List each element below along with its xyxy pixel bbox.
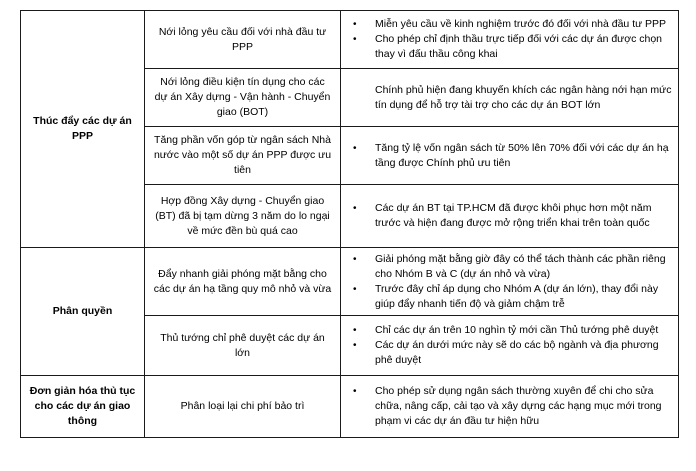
measure-text: Hợp đồng Xây dựng - Chuyển giao (BT) đã bị tạm dừng 3 năm do lo ngại về mức đền bù quá cao bbox=[155, 194, 330, 237]
category-label: Đơn giản hóa thủ tục cho các dự án giao thông bbox=[29, 385, 136, 427]
measure-text: Nới lỏng điều kiện tín dụng cho các dự án Xây dựng - Vận hành - Chuyển giao (BOT) bbox=[154, 76, 331, 118]
measure-text: Thủ tướng chỉ phê duyệt các dự án lớn bbox=[160, 331, 325, 359]
measure-text: Phân loại lại chi phí bảo trì bbox=[180, 400, 305, 412]
details-list bbox=[341, 252, 672, 312]
list-item: • Các dự án BT tại TP.HCM đã được khôi phục hơn một năm trước và hiện đang được mở rộng triển khai trên toàn quốc bbox=[353, 202, 652, 229]
details-cell bbox=[341, 185, 679, 248]
details-list bbox=[341, 141, 672, 171]
category-cell bbox=[21, 376, 145, 438]
details-cell bbox=[341, 127, 679, 185]
category-label: Phân quyền bbox=[52, 305, 113, 317]
measure-text: Đẩy nhanh giải phóng mặt bằng cho các dự án hạ tầng quy mô nhỏ và vừa bbox=[153, 267, 332, 295]
details-cell bbox=[341, 376, 679, 438]
bullet-icon: • bbox=[353, 283, 357, 295]
list-item: • Giải phóng mặt bằng giờ đây có thể tách thành các phần riêng cho Nhóm B và C (dự án nhỏ và vừa) bbox=[353, 252, 666, 280]
details-cell bbox=[341, 69, 679, 127]
bullet-icon: • bbox=[353, 386, 357, 397]
list-item: • Chỉ các dự án trên 10 nghìn tỷ mới cần Thủ tướng phê duyệt bbox=[353, 324, 659, 336]
measure-text: Tăng phần vốn góp từ ngân sách Nhà nước vào một số dự án PPP được ưu tiên bbox=[153, 134, 332, 176]
table-row bbox=[21, 376, 679, 438]
details-text: Chính phủ hiện đang khuyến khích các ngân hàng nới hạn mức tín dụng để hỗ trợ tài trợ cho các dự án BOT lớn bbox=[375, 83, 672, 111]
measure-cell bbox=[145, 248, 341, 316]
bullet-icon: • bbox=[353, 253, 357, 265]
list-item: • Cho phép sử dụng ngân sách thường xuyên để chi cho sửa chữa, nâng cấp, cải tạo và xây dựng các hạng mục mới trong phạm vi các dự án đầu tư hiện hữu bbox=[353, 385, 662, 427]
measure-cell bbox=[145, 185, 341, 248]
category-cell bbox=[21, 248, 145, 376]
list-item: • Các dự án dưới mức này sẽ do các bộ ngành và địa phương phê duyệt bbox=[353, 339, 659, 366]
details-list bbox=[341, 17, 672, 62]
measure-cell bbox=[145, 316, 341, 376]
details-cell bbox=[341, 316, 679, 376]
details-list bbox=[341, 384, 672, 429]
policy-table bbox=[20, 10, 679, 438]
category-label: Thúc đẩy các dự án PPP bbox=[33, 115, 132, 142]
table-row bbox=[21, 248, 679, 316]
list-item: • Trước đây chỉ áp dụng cho Nhóm A (dự án lớn), thay đổi này giúp đẩy nhanh tiến độ và giảm chậm trễ bbox=[353, 282, 659, 310]
category-cell bbox=[21, 11, 145, 248]
table-row bbox=[21, 11, 679, 69]
measure-cell bbox=[145, 11, 341, 69]
bullet-icon: • bbox=[353, 34, 357, 45]
bullet-icon: • bbox=[353, 340, 357, 351]
measure-text: Nới lỏng yêu cầu đối với nhà đầu tư PPP bbox=[158, 25, 327, 53]
list-item: • Tăng tỷ lệ vốn ngân sách từ 50% lên 70% đối với các dự án hạ tầng được Chính phủ ưu tiên bbox=[353, 141, 669, 169]
measure-cell bbox=[145, 127, 341, 185]
details-cell bbox=[341, 248, 679, 316]
list-item: • Miễn yêu cầu về kinh nghiệm trước đó đối với nhà đầu tư PPP bbox=[353, 18, 667, 30]
list-item: • Cho phép chỉ định thầu trực tiếp đối với các dự án được chọn thay vì đấu thầu công khai bbox=[353, 33, 663, 60]
bullet-icon: • bbox=[353, 142, 357, 154]
measure-cell bbox=[145, 69, 341, 127]
details-list bbox=[341, 323, 672, 368]
details-cell bbox=[341, 11, 679, 69]
bullet-icon: • bbox=[353, 325, 357, 336]
bullet-icon: • bbox=[353, 203, 357, 214]
measure-cell bbox=[145, 376, 341, 438]
details-list bbox=[341, 201, 672, 231]
bullet-icon: • bbox=[353, 19, 357, 30]
